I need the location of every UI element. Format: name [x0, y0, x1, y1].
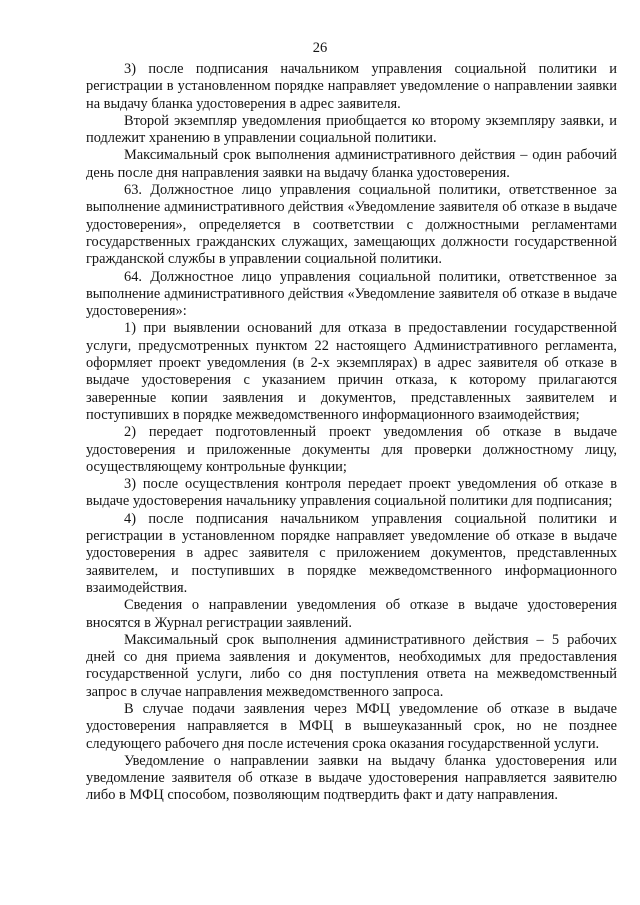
document-body	[86, 61, 617, 805]
paragraph: В случае подачи заявления через МФЦ уведомление об отказе в выдаче удостоверения направляется в МФЦ в вышеуказанный срок, но не позднее следующего рабочего дня после истечения срока оказания государственной услуги.	[86, 700, 617, 752]
list-item-2: 2) передает подготовленный проект уведомления об отказе в выдаче удостоверения и приложенные документы для проверки должностному лицу, осуществляющему контрольные функции;	[86, 424, 617, 475]
paragraph-64: 64. Должностное лицо управления социальной политики, ответственное за выполнение административного действия «Уведомление заявителя об отказе в выдаче удостоверения»:	[86, 268, 617, 320]
list-item-4: 4) после подписания начальником управления социальной политики и регистрации в установленном порядке направляет уведомление об отказе в выдаче удостоверения в адрес заявителя с приложением документов, представленных заявителем, и поступивших в порядке межведомственного информационного взаимодействия.	[86, 510, 617, 596]
list-item-3: 3) после осуществления контроля передает проект уведомления об отказе в выдаче удостоверения начальнику управления социальной политики для подписания;	[86, 476, 617, 510]
paragraph: Максимальный срок выполнения административного действия – 5 рабочих дней со дня приема заявления и документов, необходимых для предоставления государственной услуги, либо со дня поступления ответа на межведомственный запрос в случае направления межведомственного запроса.	[86, 631, 617, 700]
page-number: 26	[312, 40, 328, 56]
paragraph: Второй экземпляр уведомления приобщается ко второму экземпляру заявки, и подлежит хранению в управлении социальной политики.	[86, 112, 617, 147]
list-item-1: 1) при выявлении оснований для отказа в предоставлении государственной услуги, предусмотренных пунктом 22 настоящего Административного регламента, оформляет проект уведомления (в 2-х экземплярах) в адрес заявителя об отказе в выдаче удостоверения с указанием причин отказа, к которому прилагаются заверенные копии заявления и документов, представленных заявителем и поступивших в порядке межведомственного информационного взаимодействия;	[86, 320, 617, 423]
paragraph: Уведомление о направлении заявки на выдачу бланка удостоверения или уведомление заявителя об отказе в выдаче удостоверения направляется заявителю либо в МФЦ способом, позволяющим подтвердить факт и дату направления.	[86, 752, 617, 804]
paragraph: 3) после подписания начальником управления социальной политики и регистрации в установленном порядке направляет уведомление о направлении заявки на выдачу бланка удостоверения в адрес заявителя.	[86, 61, 617, 112]
paragraph: Максимальный срок выполнения административного действия – один рабочий день после дня направления заявки на выдачу бланка удостоверения.	[86, 147, 617, 181]
paragraph-63: 63. Должностное лицо управления социальной политики, ответственное за выполнение административного действия «Уведомление заявителя об отказе в выдаче удостоверения», определяется в соответствии с должностными регламентами государственных гражданских служащих, замещающих должности государственной гражданской службы в управлении социальной политики.	[86, 182, 617, 268]
paragraph: Сведения о направлении уведомления об отказе в выдаче удостоверения вносятся в Журнал регистрации заявлений.	[86, 597, 617, 631]
